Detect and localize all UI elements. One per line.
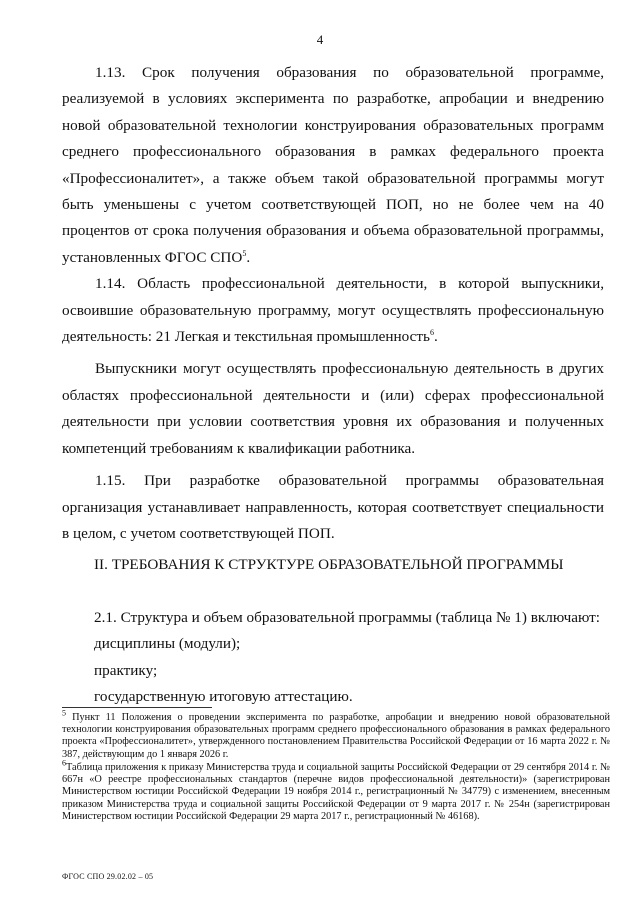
footnote-5-mark: 5 <box>62 708 66 718</box>
paragraph-1-13-text: 1.13. Срок получения образования по образовательной программе, реализуемой в условиях эксперимента по разработке, апробации и внедрению новой образовательной технологии конструирования образовательных программ среднего профессионального образования в рамках федерального проекта «Профессионалитет», а также объем такой образовательной программы могут быть уменьшены с учетом соответствующей ПОП, но не более чем на 40 процентов от срока получения образования и объема образовательной программы, установленных ФГОС СПО <box>62 64 604 266</box>
paragraph-1-13-end: . <box>246 248 251 266</box>
footer-code: ФГОС СПО 29.02.02 – 05 <box>62 872 154 881</box>
list-item: дисциплины (модули); <box>94 635 241 653</box>
paragraph-1-14-end: . <box>433 328 438 346</box>
footnote-ref-6[interactable]: 6 <box>429 328 434 337</box>
paragraph-graduates: Выпускники могут осуществлять профессиональную деятельность в других областях профессиональной деятельности и (или) сферах профессиональной деятельности при условии соответствия уровня их образования и полученных компетенций требованиям к квалификации работника. <box>62 360 604 457</box>
list-item: государственную итоговую аттестацию. <box>94 688 353 706</box>
paragraph-1-13 <box>62 60 604 271</box>
footnote-5-text: Пункт 11 Положения о проведении эксперимента по разработке, апробации и внедрению новой образовательной технологии конструирования образовательных программ среднего профессионального образования в рамках федерального проекта «Профессионалитет», утвержденного постановлением Правительства Российской Федерации от 16 марта 2022 г. № 387, действующим до 1 января 2026 г. <box>62 712 610 760</box>
section-2-content <box>94 605 614 711</box>
footnote-5 <box>62 708 610 761</box>
section-heading: II. ТРЕБОВАНИЯ К СТРУКТУРЕ ОБРАЗОВАТЕЛЬНОЙ ПРОГРАММЫ <box>94 556 564 573</box>
page-number: 4 <box>316 32 324 47</box>
paragraph-1-14 <box>62 271 604 350</box>
footnote-divider <box>62 707 212 708</box>
footnote-6-mark: 6 <box>62 758 66 768</box>
main-text <box>62 60 604 547</box>
paragraph-2-1: 2.1. Структура и объем образовательной программы (таблица № 1) включают: <box>94 609 600 626</box>
paragraph-1-14-text: 1.14. Область профессиональной деятельности, в которой выпускники, освоившие образовательную программу, могут осуществлять профессиональную деятельность: 21 Легкая и текстильная промышленность <box>62 275 604 346</box>
footnote-6-text: Таблица приложения к приказу Министерства труда и социальной защиты Российской Федерации от 29 сентября 2014 г. № 667н «О реестре профессиональных стандартов (перечне видов профессиональной деятельности)» (зарегистрирован Министерством юстиции Российской Федерации 19 ноября 2014 г., регистрационный № 34779) с изменением, внесенным приказом Министерства труда и социальной защиты Российской Федерации от 9 марта 2017 г. № 254н (зарегистрирован Министерством юстиции Российской Федерации 29 марта 2017 г., регистрационный № 46168). <box>62 762 610 822</box>
footnote-6 <box>62 758 610 823</box>
paragraph-1-15: 1.15. При разработке образовательной программы образовательная организация устанавливает направленность, которая соответствует специальности в целом, с учетом соответствующей ПОП. <box>62 472 604 542</box>
list-item: практику; <box>94 661 158 679</box>
footnote-ref-5[interactable]: 5 <box>242 248 247 258</box>
